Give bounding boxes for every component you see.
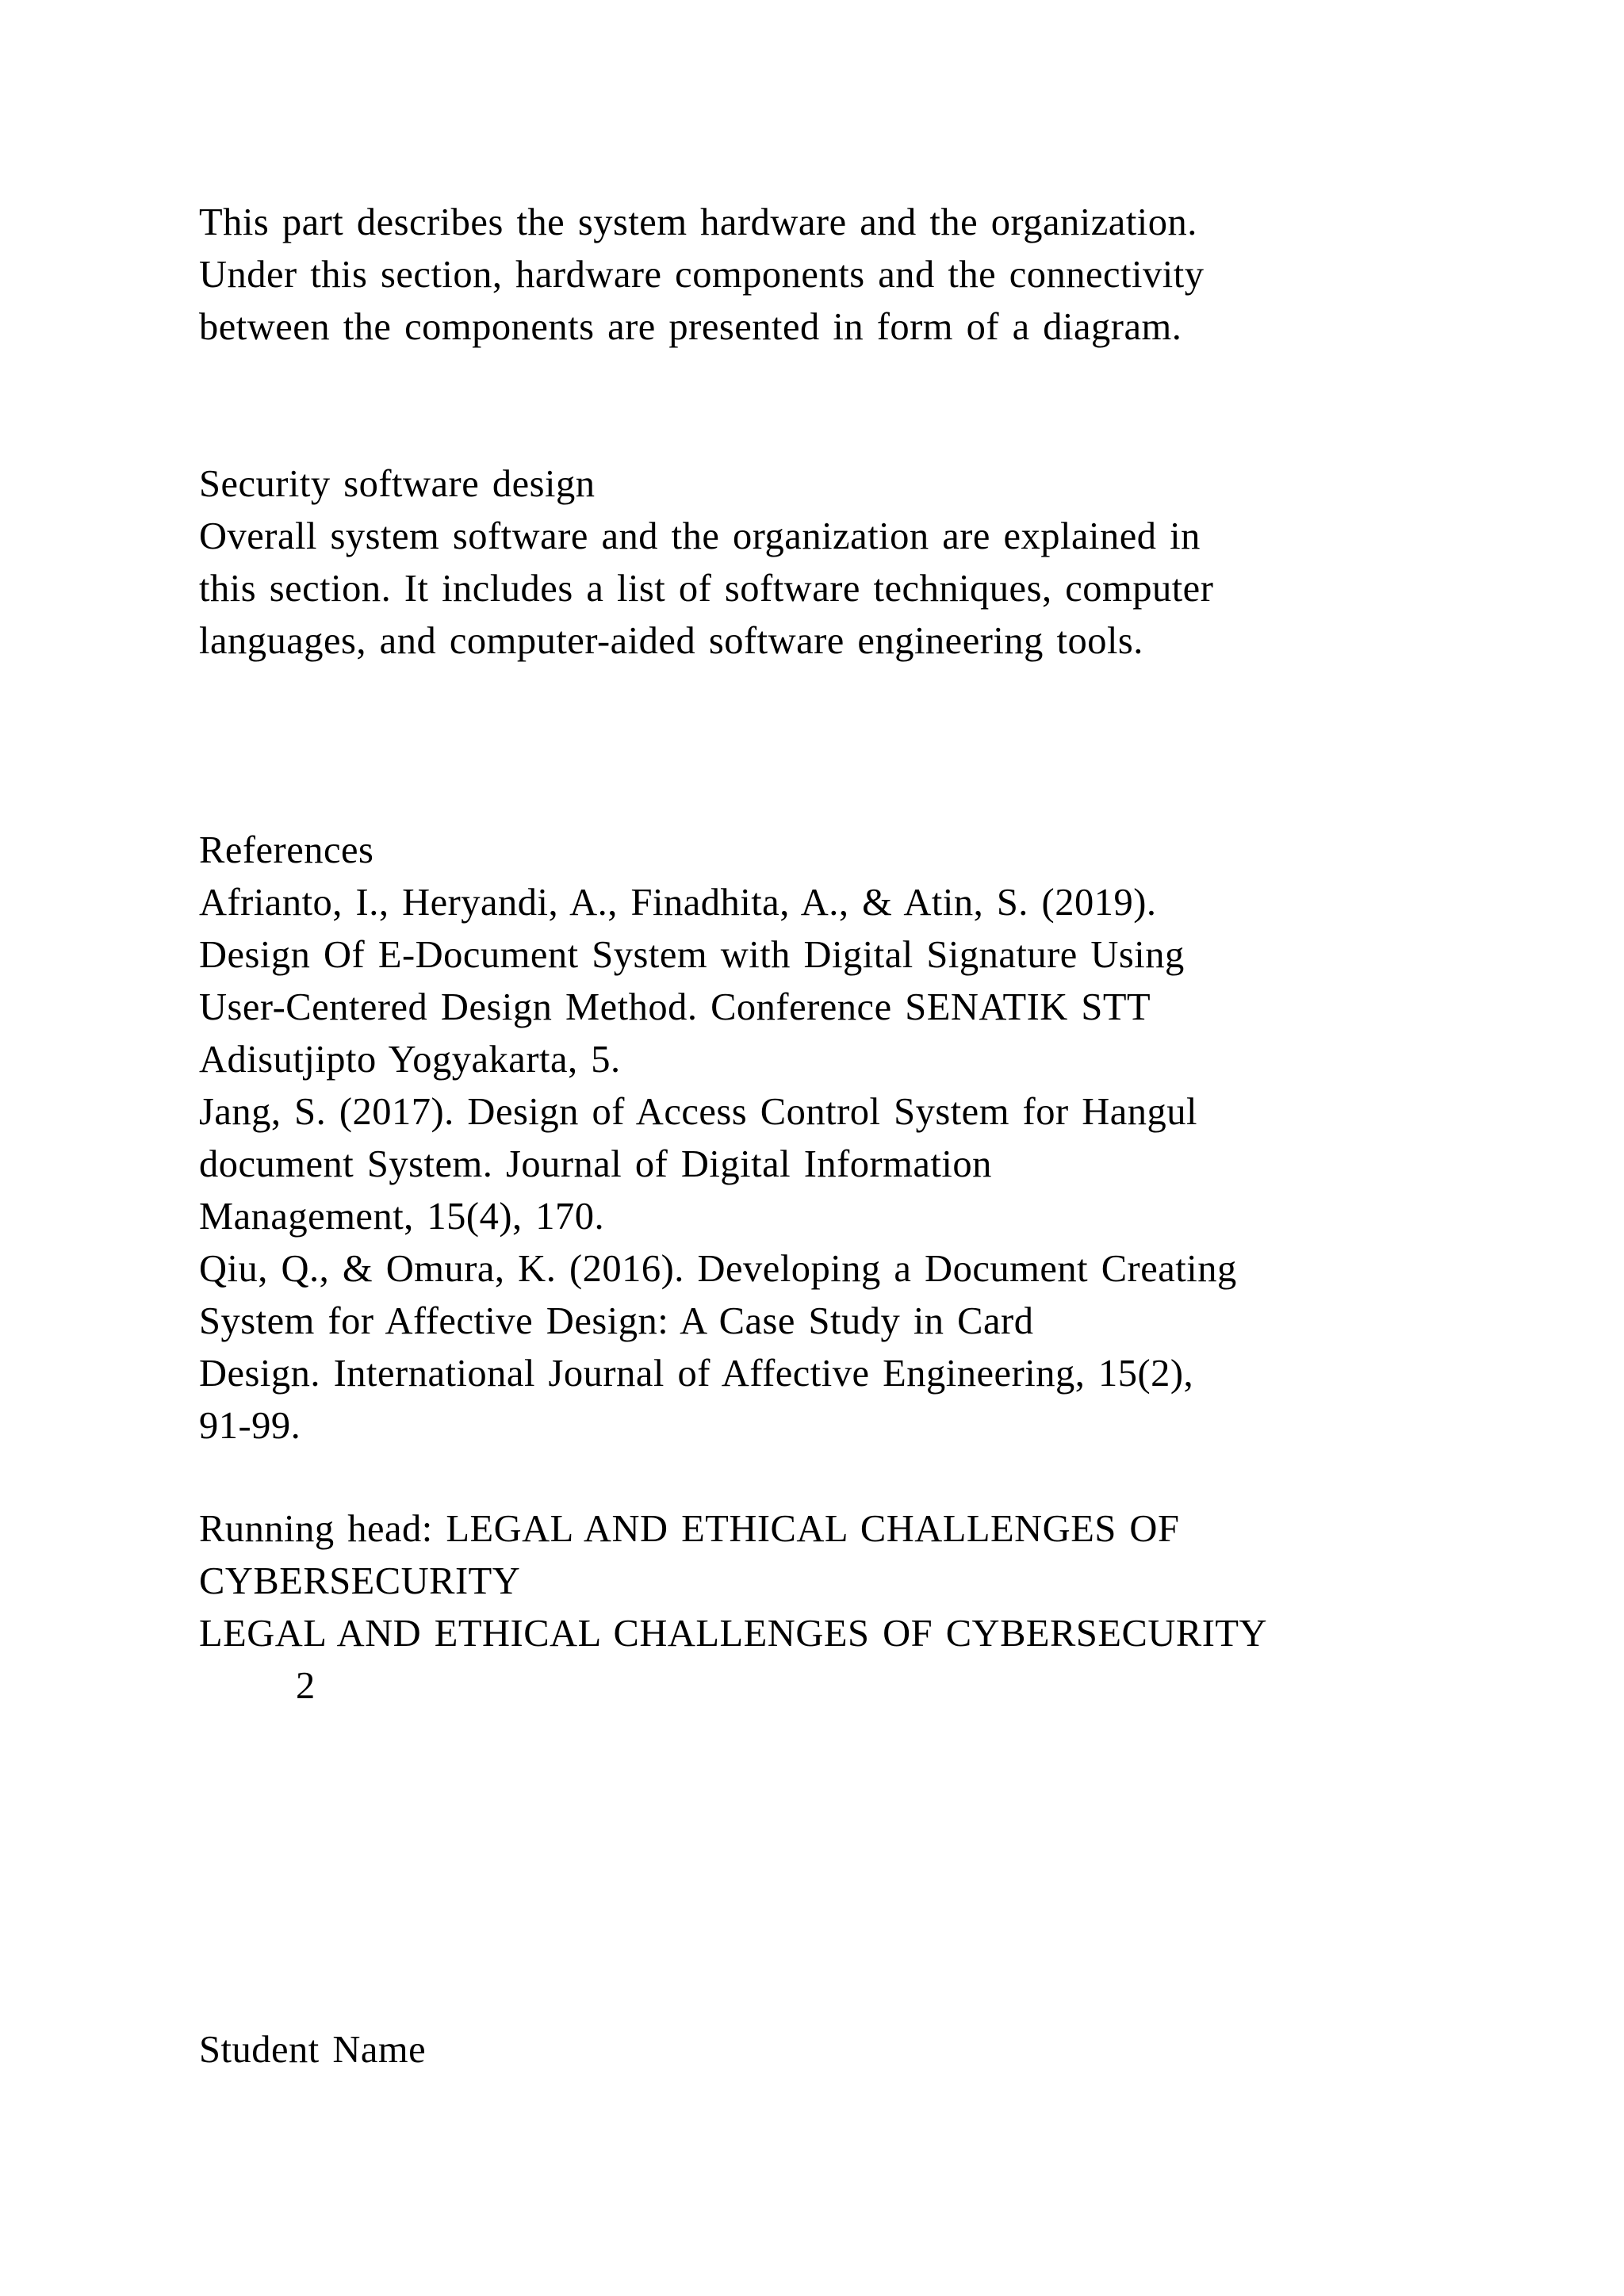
reference-line: Jang, S. (2017). Design of Access Control System for Hangul bbox=[199, 1091, 1198, 1133]
intro-line-2: Under this section, hardware components and the connectivity bbox=[199, 254, 1205, 296]
reference-line: Adisutjipto Yogyakarta, 5. bbox=[199, 1039, 621, 1081]
intro-line-3: between the components are presented in form of a diagram. bbox=[199, 306, 1182, 348]
software-body-line-3: languages, and computer-aided software engineering tools. bbox=[199, 620, 1143, 662]
reference-line: Qiu, Q., & Omura, K. (2016). Developing a Document Creating bbox=[199, 1248, 1237, 1290]
running-head-line-2: CYBERSECURITY bbox=[199, 1560, 521, 1602]
software-body-line-2: this section. It includes a list of software techniques, computer bbox=[199, 568, 1214, 610]
reference-line: 91-99. bbox=[199, 1405, 301, 1447]
reference-line: document System. Journal of Digital Information bbox=[199, 1143, 992, 1185]
intro-line-1: This part describes the system hardware and the organization. bbox=[199, 201, 1197, 243]
reference-line: Afrianto, I., Heryandi, A., Finadhita, A., & Atin, S. (2019). bbox=[199, 882, 1157, 924]
reference-line: Design. International Journal of Affective Engineering, 15(2), bbox=[199, 1353, 1194, 1395]
reference-line: User-Centered Design Method. Conference SENATIK STT bbox=[199, 986, 1151, 1028]
software-body-line-1: Overall system software and the organization are explained in bbox=[199, 515, 1201, 557]
software-heading: Security software design bbox=[199, 463, 596, 505]
reference-line: Design Of E-Document System with Digital Signature Using bbox=[199, 934, 1185, 976]
reference-line: Management, 15(4), 170. bbox=[199, 1196, 605, 1238]
running-head-line-1: Running head: LEGAL AND ETHICAL CHALLENGES OF bbox=[199, 1508, 1180, 1550]
reference-line: System for Affective Design: A Case Study in Card bbox=[199, 1300, 1034, 1342]
header-title: LEGAL AND ETHICAL CHALLENGES OF CYBERSECURITY bbox=[199, 1613, 1268, 1655]
student-name: Student Name bbox=[199, 2029, 427, 2071]
references-heading: References bbox=[199, 829, 374, 871]
page-number: 2 bbox=[296, 1665, 316, 1707]
